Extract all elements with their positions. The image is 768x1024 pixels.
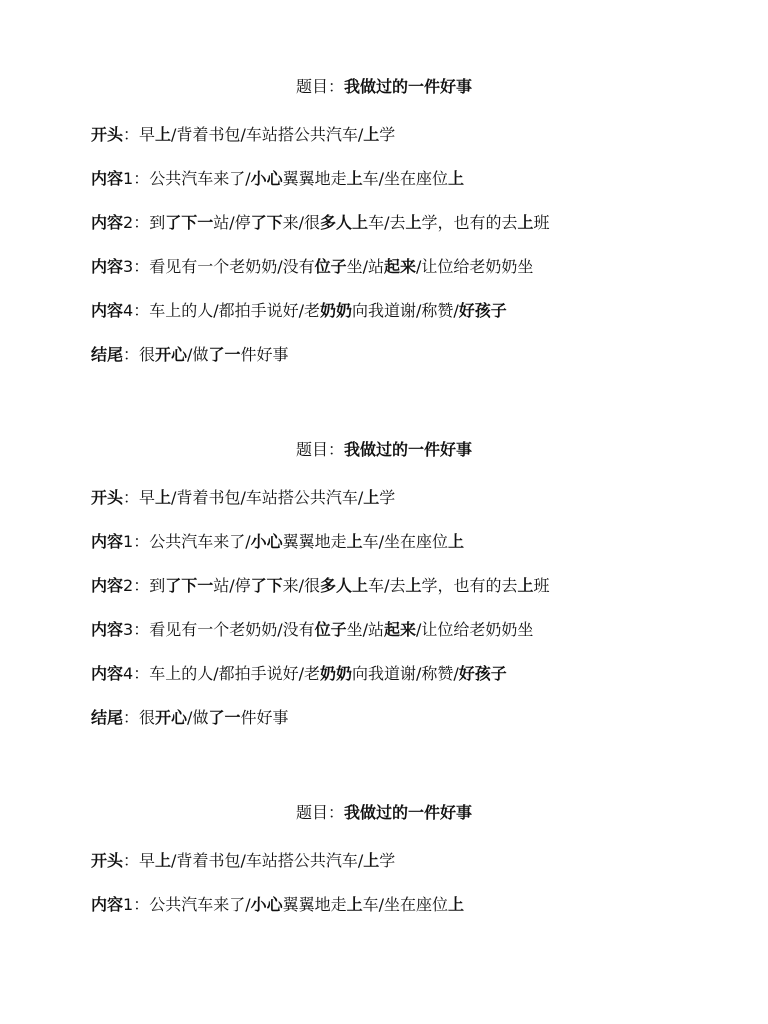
text-run: 学 [379, 851, 396, 870]
text-run: 开头 [91, 125, 124, 144]
text-run: ：很 [123, 708, 156, 727]
text-run: 上 [517, 213, 534, 232]
text-run: 上 [346, 169, 363, 188]
text-run: 2：到 [123, 213, 166, 232]
outline-line-content-4 [91, 300, 751, 322]
text-run: 了下一 [165, 576, 214, 595]
text-run: 学，也有的去 [421, 213, 518, 232]
text-run: 起来 [384, 620, 417, 639]
outline-line-content-4 [91, 663, 751, 685]
text-run: 来/很 [282, 576, 321, 595]
text-run: 小心 [250, 532, 283, 551]
outline-line-opening [91, 124, 751, 146]
title-label: 题目： [295, 77, 344, 96]
text-run: 内容 [91, 532, 124, 551]
text-run: /让位给老奶奶坐 [416, 620, 534, 639]
text-run: 翼翼地走 [282, 895, 347, 914]
text-run: 上 [405, 213, 422, 232]
text-run: 了一 [208, 345, 241, 364]
outline-line-content-1 [91, 531, 751, 553]
text-run: 学 [379, 125, 396, 144]
outline-line-content-3 [91, 619, 751, 641]
text-run: 开头 [91, 488, 124, 507]
text-run: 翼翼地走 [282, 169, 347, 188]
text-run: ：早 [123, 488, 156, 507]
text-run: ：很 [123, 345, 156, 364]
text-run: 内容 [91, 169, 124, 188]
text-run: 上 [405, 576, 422, 595]
text-run: 上 [346, 895, 363, 914]
text-run: 内容 [91, 664, 124, 683]
text-run: 内容 [91, 213, 124, 232]
text-run: 位子 [314, 257, 347, 276]
text-run: 内容 [91, 576, 124, 595]
text-run: /让位给老奶奶坐 [416, 257, 534, 276]
text-run: 向我道谢/称赞/ [352, 664, 459, 683]
text-run: 上 [448, 169, 465, 188]
title-value: 我做过的一件好事 [344, 77, 473, 96]
outline-line-content-2 [91, 212, 751, 234]
text-run: 上 [155, 125, 172, 144]
text-run: 好孩子 [458, 301, 507, 320]
text-run: 奶奶 [319, 664, 352, 683]
text-run: 结尾 [91, 345, 124, 364]
title-value: 我做过的一件好事 [344, 803, 473, 822]
outline-line-content-2 [91, 575, 751, 597]
title-value: 我做过的一件好事 [344, 440, 473, 459]
text-run: /做 [187, 345, 209, 364]
text-run: 上 [448, 895, 465, 914]
text-run: 上 [363, 488, 380, 507]
text-run: 1：公共汽车来了/ [123, 169, 251, 188]
text-run: 开心 [155, 708, 188, 727]
essay-title [0, 802, 768, 824]
text-run: 站/停 [213, 213, 251, 232]
text-run: 内容 [91, 301, 124, 320]
text-run: 坐/站 [346, 620, 385, 639]
text-run: 结尾 [91, 708, 124, 727]
text-run: 3：看见有一个老奶奶/没有 [123, 620, 315, 639]
title-label: 题目： [295, 440, 344, 459]
outline-line-ending [91, 707, 751, 729]
text-run: 车/去 [368, 213, 406, 232]
text-run: 起来 [384, 257, 417, 276]
text-run: 班 [533, 576, 550, 595]
text-run: ：早 [123, 125, 156, 144]
text-run: 上 [517, 576, 534, 595]
outline-line-content-1 [91, 894, 751, 916]
text-run: 来/很 [282, 213, 321, 232]
text-run: 车/坐在座位 [362, 895, 449, 914]
text-run: 上 [448, 532, 465, 551]
text-run: 了下 [250, 576, 283, 595]
title-label: 题目： [295, 803, 344, 822]
text-run: 站/停 [213, 576, 251, 595]
text-run: 学，也有的去 [421, 576, 518, 595]
text-run: 开头 [91, 851, 124, 870]
text-run: 1：公共汽车来了/ [123, 895, 251, 914]
text-run: 翼翼地走 [282, 532, 347, 551]
text-run: 上 [155, 851, 172, 870]
text-run: 2：到 [123, 576, 166, 595]
text-run: 上 [363, 125, 380, 144]
text-run: 班 [533, 213, 550, 232]
text-run: 内容 [91, 895, 124, 914]
text-run: 小心 [250, 895, 283, 914]
text-run: 位子 [314, 620, 347, 639]
text-run: 了下 [250, 213, 283, 232]
text-run: 多人上 [320, 213, 369, 232]
text-run: 学 [379, 488, 396, 507]
text-run: 奶奶 [319, 301, 352, 320]
outline-line-content-1 [91, 168, 751, 190]
text-run: 件好事 [240, 708, 289, 727]
outline-line-opening [91, 487, 751, 509]
essay-title [0, 439, 768, 461]
text-run: ：早 [123, 851, 156, 870]
outline-line-opening [91, 850, 751, 872]
text-run: 车/坐在座位 [362, 532, 449, 551]
text-run: 车/坐在座位 [362, 169, 449, 188]
text-run: 件好事 [240, 345, 289, 364]
text-run: 上 [155, 488, 172, 507]
text-run: 开心 [155, 345, 188, 364]
outline-line-ending [91, 344, 751, 366]
text-run: 了一 [208, 708, 241, 727]
text-run: 4：车上的人/都拍手说好/老 [123, 301, 320, 320]
text-run: /背着书包/车站搭公共汽车/ [171, 488, 364, 507]
text-run: 上 [363, 851, 380, 870]
text-run: /做 [187, 708, 209, 727]
essay-title [0, 76, 768, 98]
text-run: 4：车上的人/都拍手说好/老 [123, 664, 320, 683]
text-run: 3：看见有一个老奶奶/没有 [123, 257, 315, 276]
text-run: 1：公共汽车来了/ [123, 532, 251, 551]
text-run: 坐/站 [346, 257, 385, 276]
text-run: 上 [346, 532, 363, 551]
text-run: /背着书包/车站搭公共汽车/ [171, 125, 364, 144]
text-run: 好孩子 [458, 664, 507, 683]
text-run: 小心 [250, 169, 283, 188]
text-run: 内容 [91, 620, 124, 639]
text-run: 向我道谢/称赞/ [352, 301, 459, 320]
outline-line-content-3 [91, 256, 751, 278]
text-run: 车/去 [368, 576, 406, 595]
text-run: 了下一 [165, 213, 214, 232]
text-run: /背着书包/车站搭公共汽车/ [171, 851, 364, 870]
text-run: 内容 [91, 257, 124, 276]
text-run: 多人上 [320, 576, 369, 595]
